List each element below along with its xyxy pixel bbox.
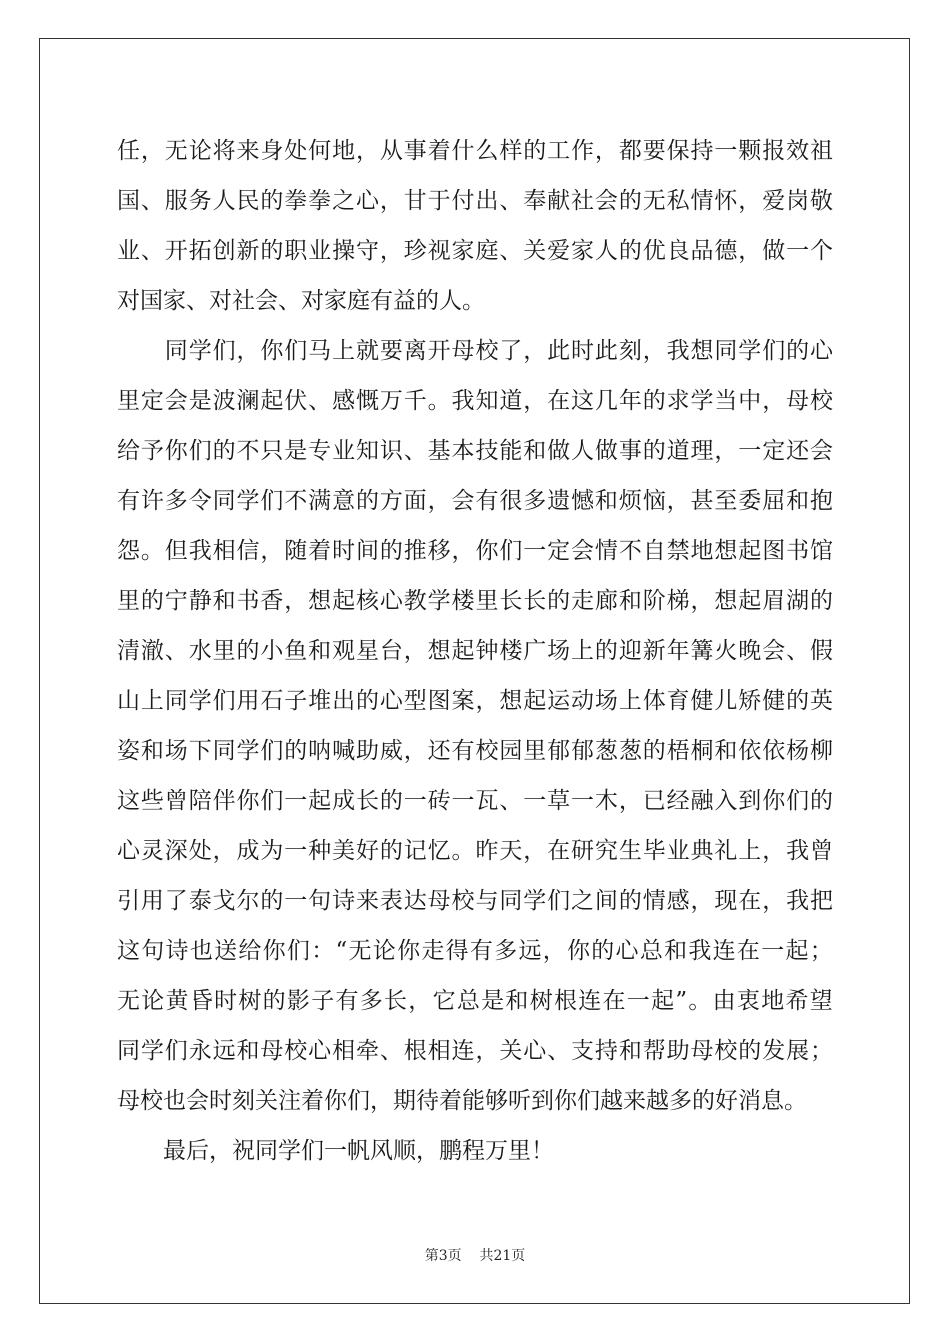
text-line: 山上同学们用石子堆出的心型图案，想起运动场上体育健儿矫健的英 <box>117 688 834 714</box>
text-line: 无论黄昏时树的影子有多长，它总是和树根连在一起”。由衷地希望 <box>117 988 835 1014</box>
text-line: 业、开拓创新的职业操守，珍视家庭、关爱家人的优良品德，做一个 <box>117 238 834 264</box>
page-total: 共21页 <box>479 1248 526 1264</box>
footer-spacer <box>462 1248 480 1264</box>
text-line: 清澈、水里的小鱼和观星台，想起钟楼广场上的迎新年篝火晚会、假 <box>117 638 834 664</box>
text-line: 姿和场下同学们的呐喊助威，还有校园里郁郁葱葱的梧桐和依依杨柳 <box>117 738 834 764</box>
text-line: 同学们，你们马上就要离开母校了，此时此刻，我想同学们的心 <box>117 338 834 364</box>
text-line: 引用了泰戈尔的一句诗来表达母校与同学们之间的情感，现在，我把 <box>117 888 834 914</box>
text-line: 同学们永远和母校心相牵、根相连，关心、支持和帮助母校的发展； <box>117 1038 834 1064</box>
text-line: 这些曾陪伴你们一起成长的一砖一瓦、一草一木，已经融入到你们的 <box>117 788 834 814</box>
text-line: 对国家、对社会、对家庭有益的人。 <box>117 288 485 314</box>
text-line: 给予你们的不只是专业知识、基本技能和做人做事的道理，一定还会 <box>117 438 834 464</box>
text-line: 有许多令同学们不满意的方面，会有很多遗憾和烦恼，甚至委屈和抱 <box>117 488 834 514</box>
text-line: 国、服务人民的拳拳之心，甘于付出、奉献社会的无私情怀，爱岗敬 <box>117 188 834 214</box>
page-footer <box>0 1246 950 1266</box>
text-line: 怨。但我相信，随着时间的推移，你们一定会情不自禁地想起图书馆 <box>117 538 834 564</box>
text-line: 最后，祝同学们一帆风顺，鹏程万里！ <box>117 1138 554 1164</box>
text-line: 心灵深处，成为一种美好的记忆。昨天，在研究生毕业典礼上，我曾 <box>117 838 834 864</box>
text-line: 这句诗也送给你们：“无论你走得有多远，你的心总和我连在一起； <box>117 938 835 964</box>
page-number: 第3页 <box>424 1248 462 1264</box>
text-line: 里定会是波澜起伏、感慨万千。我知道，在这几年的求学当中，母校 <box>117 388 834 414</box>
text-line: 里的宁静和书香，想起核心教学楼里长长的走廊和阶梯，想起眉湖的 <box>117 588 834 614</box>
text-line: 母校也会时刻关注着你们，期待着能够听到你们越来越多的好消息。 <box>117 1088 807 1114</box>
text-line: 任，无论将来身处何地，从事着什么样的工作，都要保持一颗报效祖 <box>117 138 834 164</box>
